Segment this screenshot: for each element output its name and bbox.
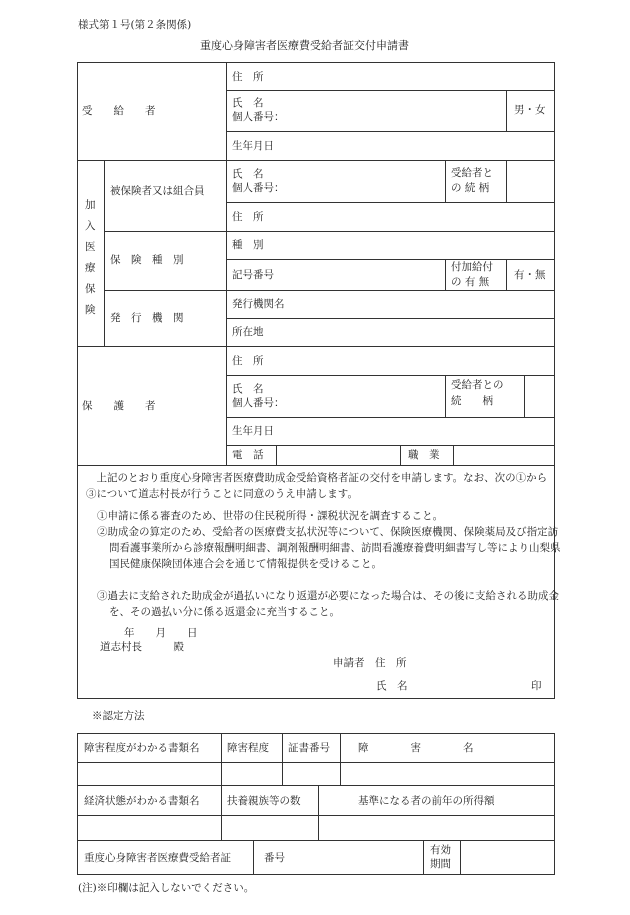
insurance-kind-label: 種 別 [232,239,264,251]
validity-label-1: 有効 [430,844,451,856]
insured-relation-label-2: の 続 柄 [451,182,490,194]
consent-item-1: ①申請に係る審査のため、世帯の住民税所得・課税状況を調査すること。 [97,510,444,522]
insured-name-label: 氏 名 [232,168,264,180]
guardian-phone-label: 電 話 [232,449,264,461]
guardian-personal-number-label: 個人番号： [232,397,285,409]
insurance-type-label: 保 険 種 別 [110,254,184,266]
issuer-label: 発 行 機 関 [110,312,184,324]
insured-address-label: 住 所 [232,211,264,223]
dependents-count-header: 扶養親族等の数 [227,795,301,807]
guardian-occupation-label: 職 業 [408,449,440,461]
issuer-name-label: 発行機関名 [232,298,285,310]
disability-document-header: 障害程度がわかる書類名 [84,742,200,754]
economic-document-header: 経済状態がわかる書類名 [84,795,200,807]
additional-benefit-label-2: の 有 無 [451,276,490,288]
card-number-label: 番号 [264,852,285,864]
additional-benefit-yes-no: 有・無 [514,269,546,281]
certificate-number-header: 証書番号 [288,742,330,754]
recipient-address-label: 住 所 [232,71,264,83]
consent-item-3: ③過去に支給された助成金が過払いになり返還が必要になった場合は、その後に支給される助成金を、その過払い分に係る返還金に充当すること。 [97,590,559,618]
issuer-location-label: 所在地 [232,326,264,338]
applicant-address-label: 申請者 住 所 [333,657,407,669]
guardian-section-label: 保 護 者 [82,400,156,412]
insured-relation-label-1: 受給者と [451,167,493,179]
recipient-sex-options: 男・女 [514,104,546,116]
certification-heading: ※認定方法 [92,710,145,722]
recipient-name-label: 氏 名 [232,97,264,109]
symbol-number-label: 記号番号 [232,269,274,281]
recipient-section-label: 受 給 者 [82,105,156,117]
guardian-name-label: 氏 名 [232,383,264,395]
consent-item-2: ②助成金の算定のため、受給者の医療費支払状況等について、保険医療機関、保険薬局及び指定訪問看護事業所から診療報酬明細書、調剤報酬明細書、訪問看護療養費明細書写し等により山梨県国民健康保険団体連合会を通じて情報提供を受けること。 [97,526,561,570]
insured-personal-number-label: 個人番号： [232,182,285,194]
guardian-relation-label-1: 受給者との [451,379,504,391]
applicant-name-label: 氏 名 [376,680,408,692]
recipient-personal-number-label: 個人番号： [232,111,285,123]
income-basis-header: 基準になる者の前年の所得額 [358,795,495,807]
disability-degree-header: 障害程度 [227,742,269,754]
declaration-intro: 上記のとおり重度心身障害者医療費助成金受給資格者証の交付を申請します。なお、次の①から③について道志村長が行うことに同意のうえ申請します。 [86,472,548,500]
additional-benefit-label-1: 付加給付 [451,261,493,273]
insured-person-label: 被保険者又は組合員 [110,185,205,197]
guardian-address-label: 住 所 [232,355,264,367]
footnote: (注)※印欄は記入しないでください。 [78,882,255,894]
disability-name-header: 障 害 名 [358,742,474,754]
form-number: 様式第１号(第２条関係) [78,19,192,31]
seal-mark: 印 [531,680,542,692]
form-title: 重度心身障害者医療費受給者証交付申請書 [200,39,409,52]
addressee: 道志村長 殿 [100,641,184,653]
guardian-birthdate-label: 生年月日 [232,425,274,437]
recipient-birthdate-label: 生年月日 [232,140,274,152]
recipient-card-label: 重度心身障害者医療費受給者証 [84,852,231,864]
application-date-line: 年 月 日 [124,627,198,639]
insurance-section-label: 加入医療保険 [85,199,96,316]
guardian-relation-label-2: 続 柄 [451,395,493,407]
validity-label-2: 期間 [430,858,451,870]
